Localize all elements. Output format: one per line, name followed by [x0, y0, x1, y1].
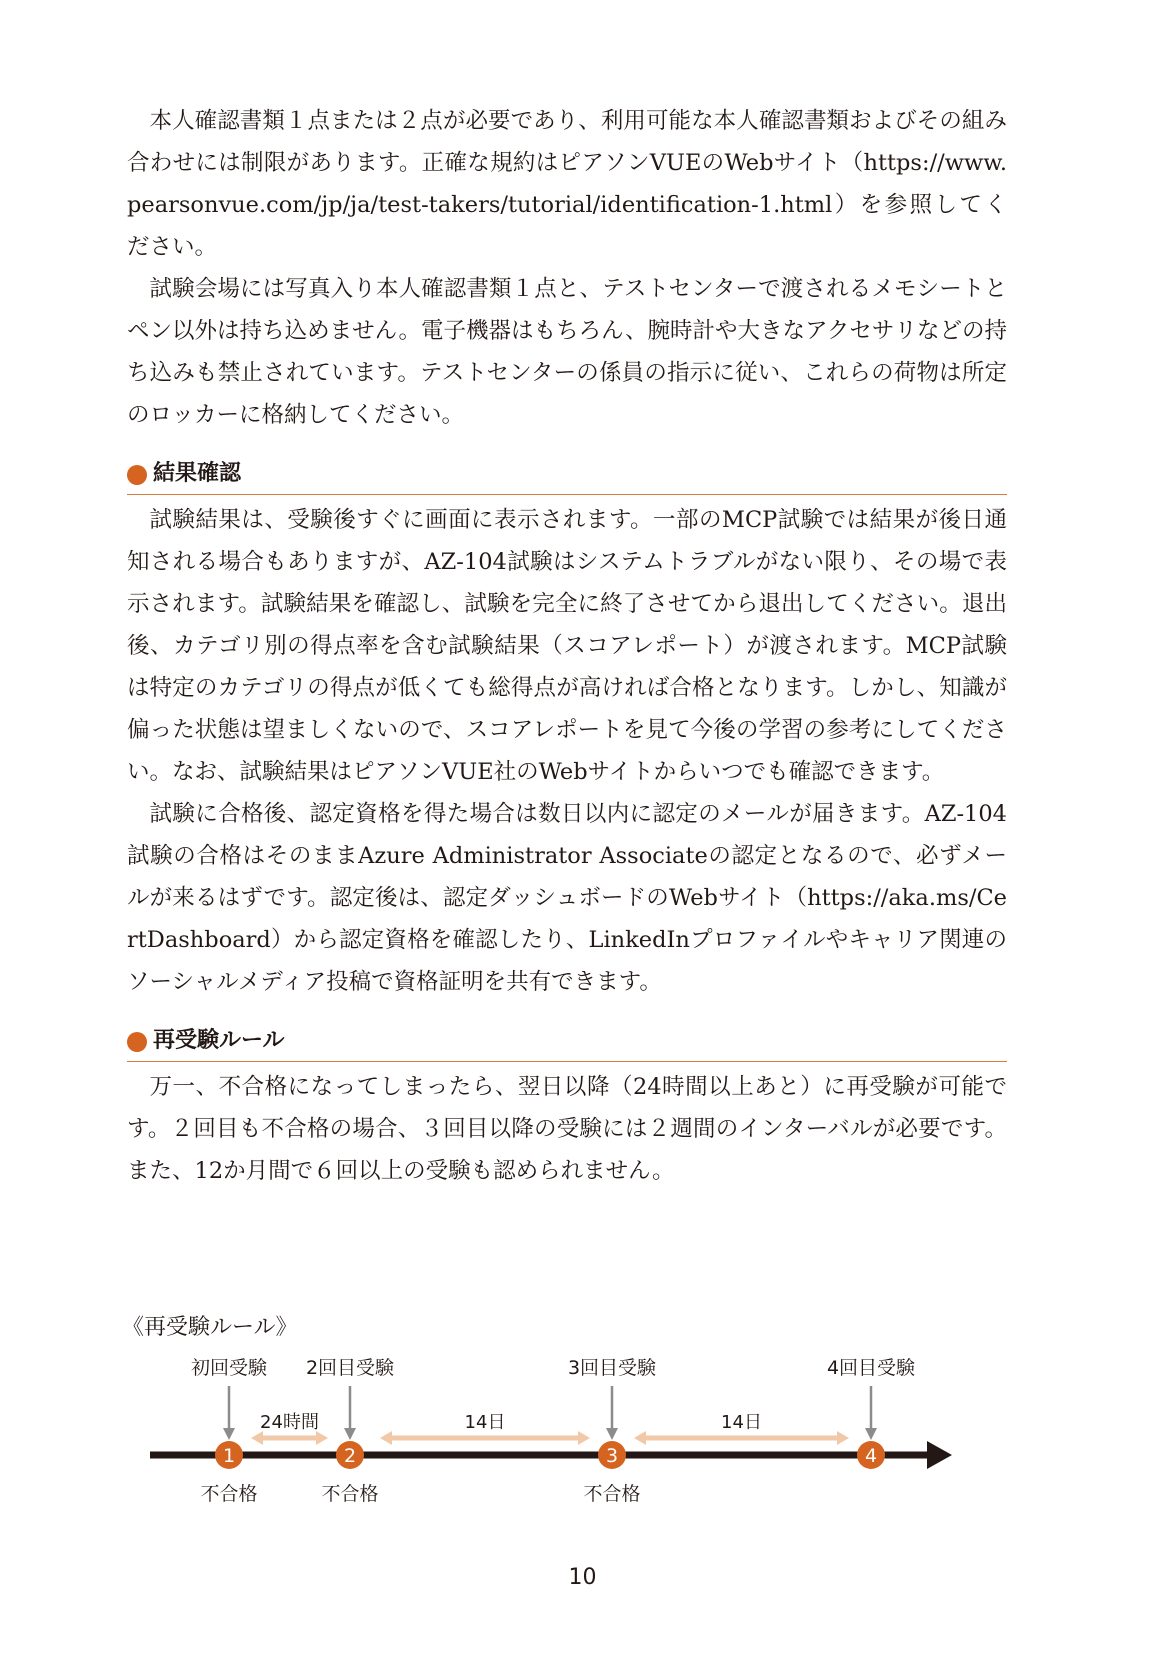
body-paragraph: 試験に合格後、認定資格を得た場合は数日以内に認定のメールが届きます。AZ-104試験の合格はそのままAzure Administrator Associateの認定となるので、必ずメールが来るはずです。認定後は、認定ダッシュボードのWebサイト（https://aka.ms/CertDashboard）から認定資格を確認したり、LinkedInプロファイルやキャリア関連のソーシャルメディア投稿で資格証明を共有できます。: [127, 801, 1007, 995]
interval-arrow-left-icon: [380, 1431, 392, 1445]
section-title: 再受験ルール: [153, 1028, 285, 1053]
retake-timeline-diagram: [0, 1340, 1165, 1520]
attempt-label: 2回目受験: [305, 1357, 395, 1379]
page-number: 10: [568, 1565, 597, 1590]
attempt-label: 4回目受験: [826, 1357, 916, 1379]
attempt-pointer-arrow-icon: [606, 1428, 618, 1440]
interval-arrow-right-icon: [316, 1431, 328, 1445]
attempt-number: 1: [222, 1445, 236, 1467]
interval-arrow-right-icon: [837, 1431, 849, 1445]
attempt-label: 3回目受験: [567, 1357, 657, 1379]
section-title: 結果確認: [153, 461, 242, 486]
bullet-dot-icon: [127, 1032, 147, 1052]
interval-label: 14日: [464, 1412, 506, 1433]
body-paragraph: 万一、不合格になってしまったら、翌日以降（24時間以上あと）に再受験が可能です。２回目も不合格の場合、３回目以降の受験には２週間のインターバルが必要です。また、12か月間で６回以上の受験も認められません。: [127, 1074, 1007, 1184]
attempt-label: 初回受験: [190, 1357, 268, 1379]
interval-label: 14日: [721, 1412, 762, 1433]
attempt-pointer-arrow-icon: [223, 1428, 235, 1440]
bullet-dot-icon: [127, 465, 147, 485]
interval-arrow-right-icon: [578, 1431, 590, 1445]
interval-arrow-left-icon: [634, 1431, 646, 1445]
body-paragraph: 試験会場には写真入り本人確認書類１点と、テストセンターで渡されるメモシートとペン以外は持ち込めません。電子機器はもちろん、腕時計や大きなアクセサリなどの持ち込みも禁止されています。テストセンターの係員の指示に従い、これらの荷物は所定のロッカーに格納してください。: [127, 276, 1007, 428]
interval-arrow-left-icon: [251, 1431, 263, 1445]
body-paragraph: 本人確認書類１点または２点が必要であり、利用可能な本人確認書類およびその組み合わせには制限があります。正確な規約はピアソンVUEのWebサイト（https://www.pearsonvue.com/jp/ja/test-takers/tutorial/identification-1.html）を参照してください。: [127, 108, 1007, 260]
attempt-pointer-arrow-icon: [865, 1428, 877, 1440]
timeline-arrowhead-icon: [927, 1441, 952, 1469]
attempt-pointer-arrow-icon: [344, 1428, 356, 1440]
main-content: [127, 100, 1007, 1192]
body-paragraph: 試験結果は、受験後すぐに画面に表示されます。一部のMCP試験では結果が後日通知される場合もありますが、AZ-104試験はシステムトラブルがない限り、その場で表示されます。試験結果を確認し、試験を完全に終了させてから退出してください。退出後、カテゴリ別の得点率を含む試験結果（スコアレポート）が渡されます。MCP試験は特定のカテゴリの得点が低くても総得点が高ければ合格となります。しかし、知識が偏った状態は望ましくないので、スコアレポートを見て今後の学習の参考にしてください。なお、試験結果はピアソンVUE社のWebサイトからいつでも確認できます。: [127, 507, 1007, 785]
attempt-result: 不合格: [321, 1483, 379, 1505]
attempt-number: 4: [864, 1445, 878, 1467]
attempt-number: 2: [343, 1445, 357, 1467]
attempt-number: 3: [605, 1445, 619, 1467]
section-heading-results: [127, 454, 1007, 495]
attempt-result: 不合格: [200, 1483, 258, 1505]
interval-label: 24時間: [260, 1412, 319, 1433]
attempt-result: 不合格: [583, 1483, 641, 1505]
diagram-title: 《再受験ルール》: [122, 1315, 298, 1340]
section-heading-retake: [127, 1021, 1007, 1062]
